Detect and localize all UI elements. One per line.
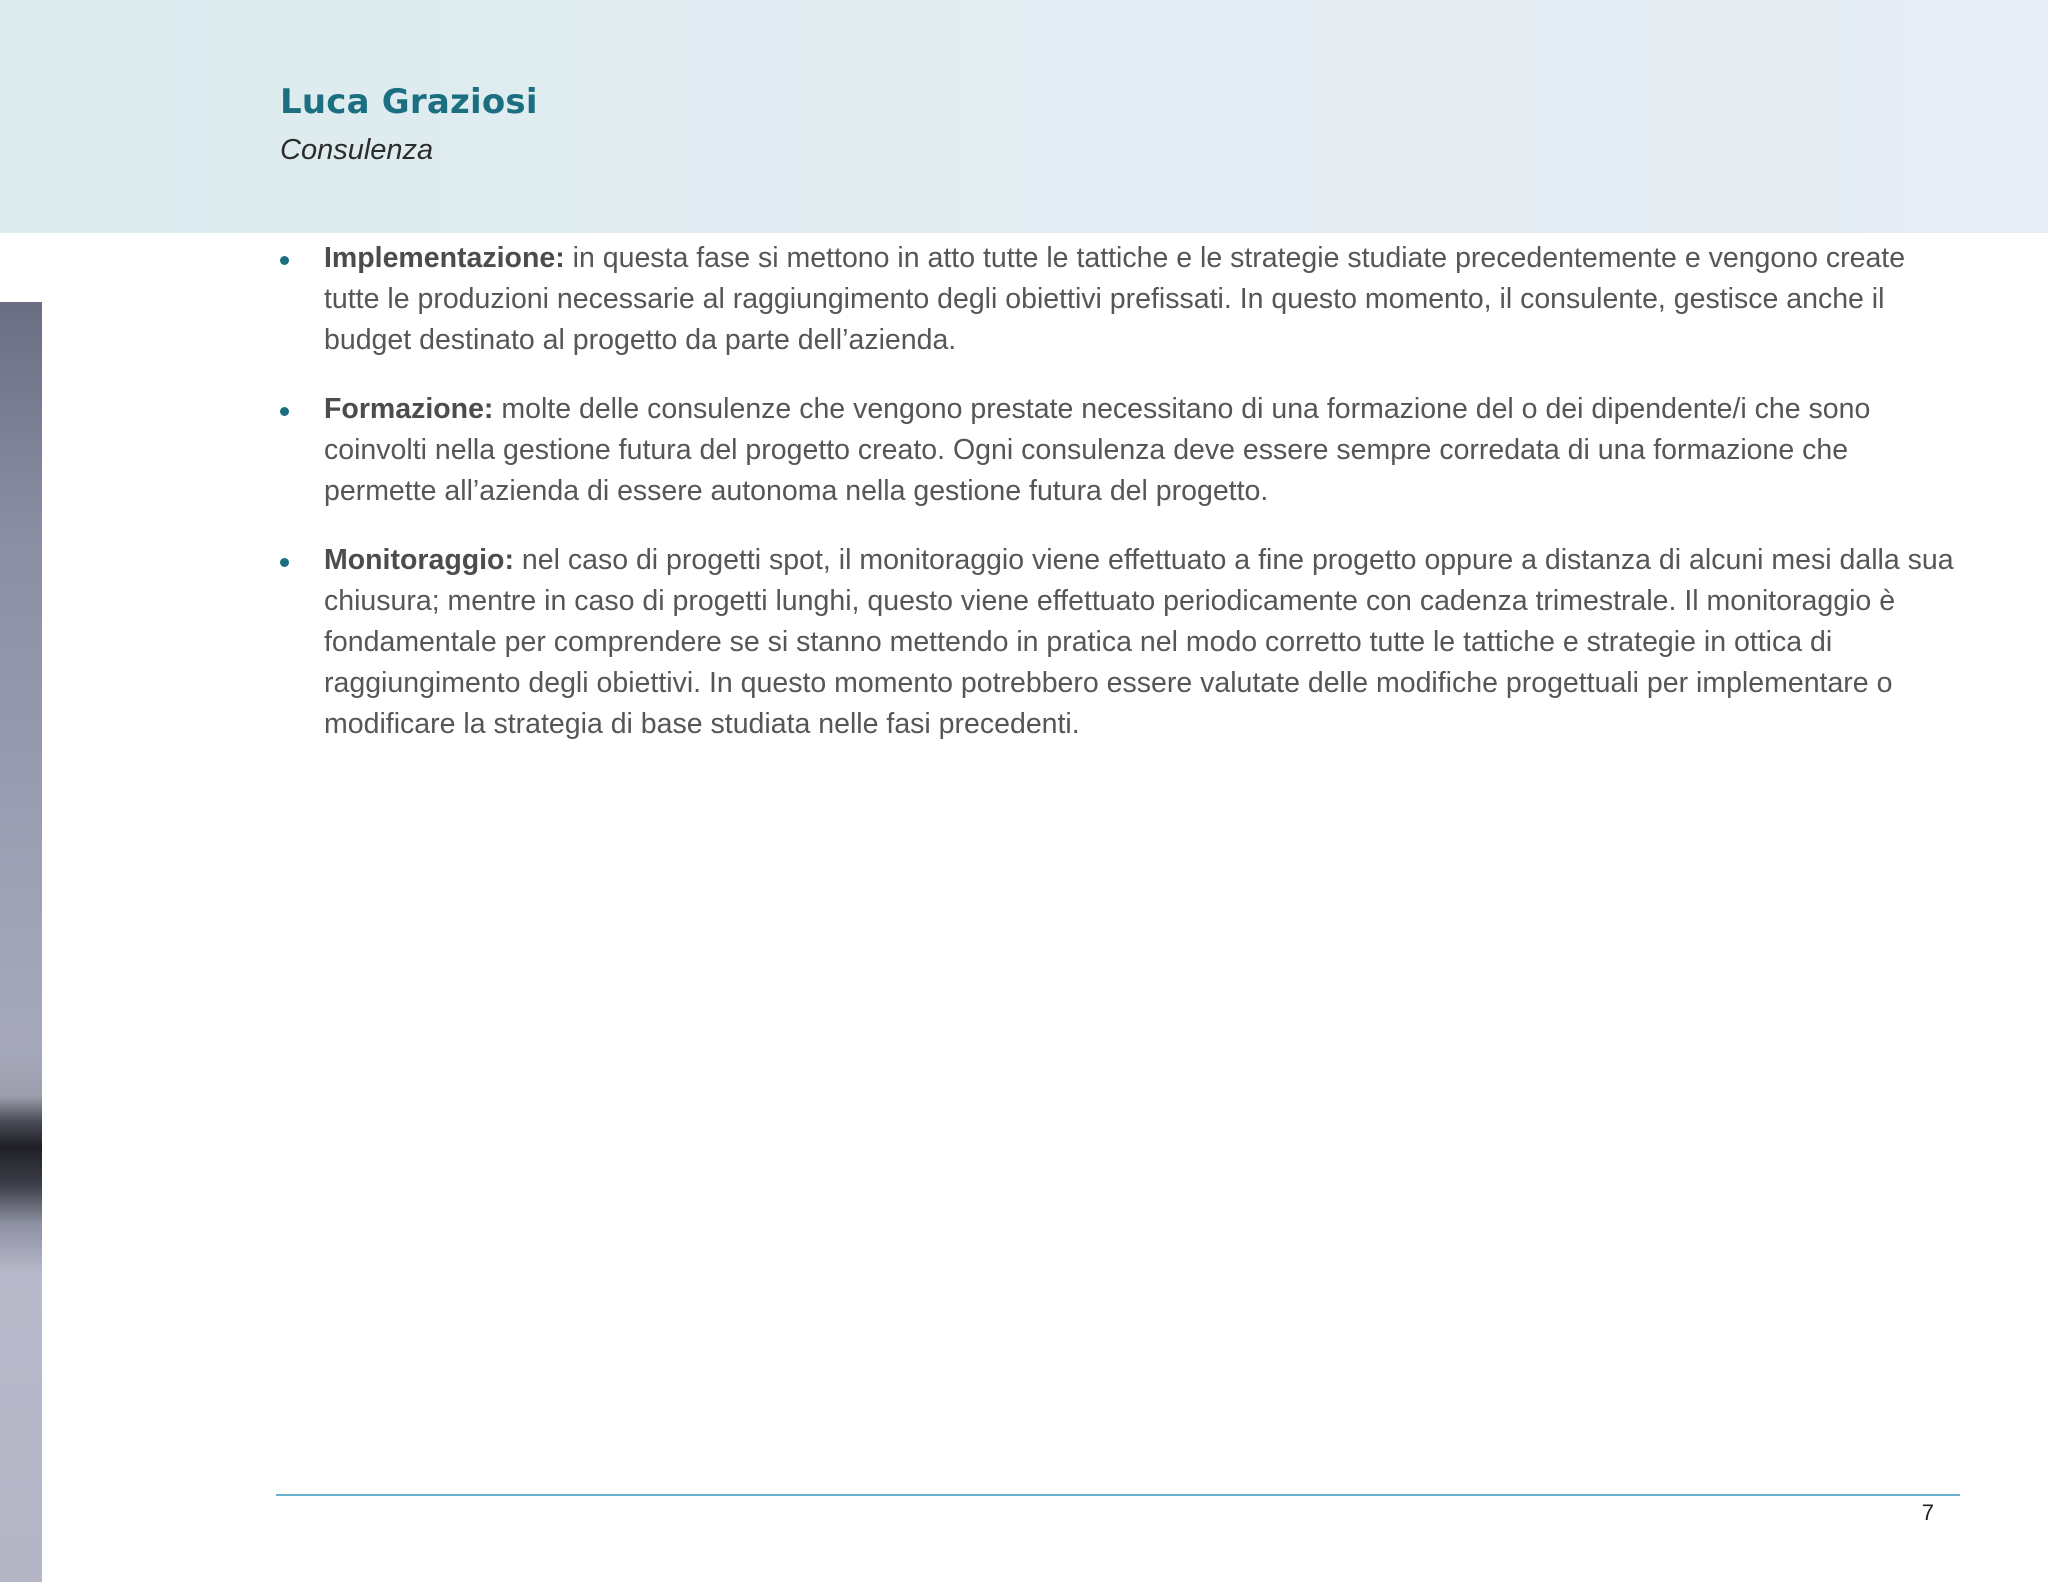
- footer-divider: [276, 1494, 1960, 1496]
- phase-list: [280, 238, 1960, 745]
- list-item-monitoraggio: [280, 540, 1960, 745]
- page-number: 7: [1921, 1500, 1934, 1525]
- list-item-term: Implementazione:: [324, 242, 565, 274]
- list-item-text: nel caso di progetti spot, il monitoraggio viene effettuato a fine progetto oppure a distanza di alcuni mesi dalla sua chiusura; mentre in caso di progetti lunghi, questo viene effettuato periodicamente con cadenza trimestrale. Il monitoraggio è fondamentale per comprendere se si stanno mettendo in pratica nel modo corretto tutte le tattiche e strategie in ottica di raggiungimento degli obiettivi. In questo momento potrebbero essere valutate delle modifiche progettuali per implementare o modificare la strategia di base studiata nelle fasi precedenti.: [324, 544, 1954, 740]
- list-item-formazione: [280, 389, 1960, 512]
- list-item-text: molte delle consulenze che vengono prestate necessitano di una formazione del o dei dipendente/i che sono coinvolti nella gestione futura del progetto creato. Ogni consulenza deve essere sempre corredata di una formazione che permette all’azienda di essere autonoma nella gestione futura del progetto.: [324, 393, 1871, 507]
- decorative-side-strip: [0, 302, 42, 1582]
- list-item-implementazione: [280, 238, 1960, 361]
- bullet-dot-icon: [280, 558, 289, 567]
- bullet-dot-icon: [280, 407, 289, 416]
- list-item-term: Formazione:: [324, 393, 494, 425]
- bullet-dot-icon: [280, 256, 289, 265]
- author-name: Luca Graziosi: [280, 82, 538, 122]
- page-content: [280, 238, 1960, 773]
- list-item-text: in questa fase si mettono in atto tutte le tattiche e le strategie studiate precedentemente e vengono create tutte le produzioni necessarie al raggiungimento degli obiettivi prefissati. In questo momento, il consulente, gestisce anche il budget destinato al progetto da parte dell’azienda.: [324, 242, 1906, 356]
- list-item-term: Monitoraggio:: [324, 544, 514, 576]
- document-subtitle: Consulenza: [280, 134, 434, 166]
